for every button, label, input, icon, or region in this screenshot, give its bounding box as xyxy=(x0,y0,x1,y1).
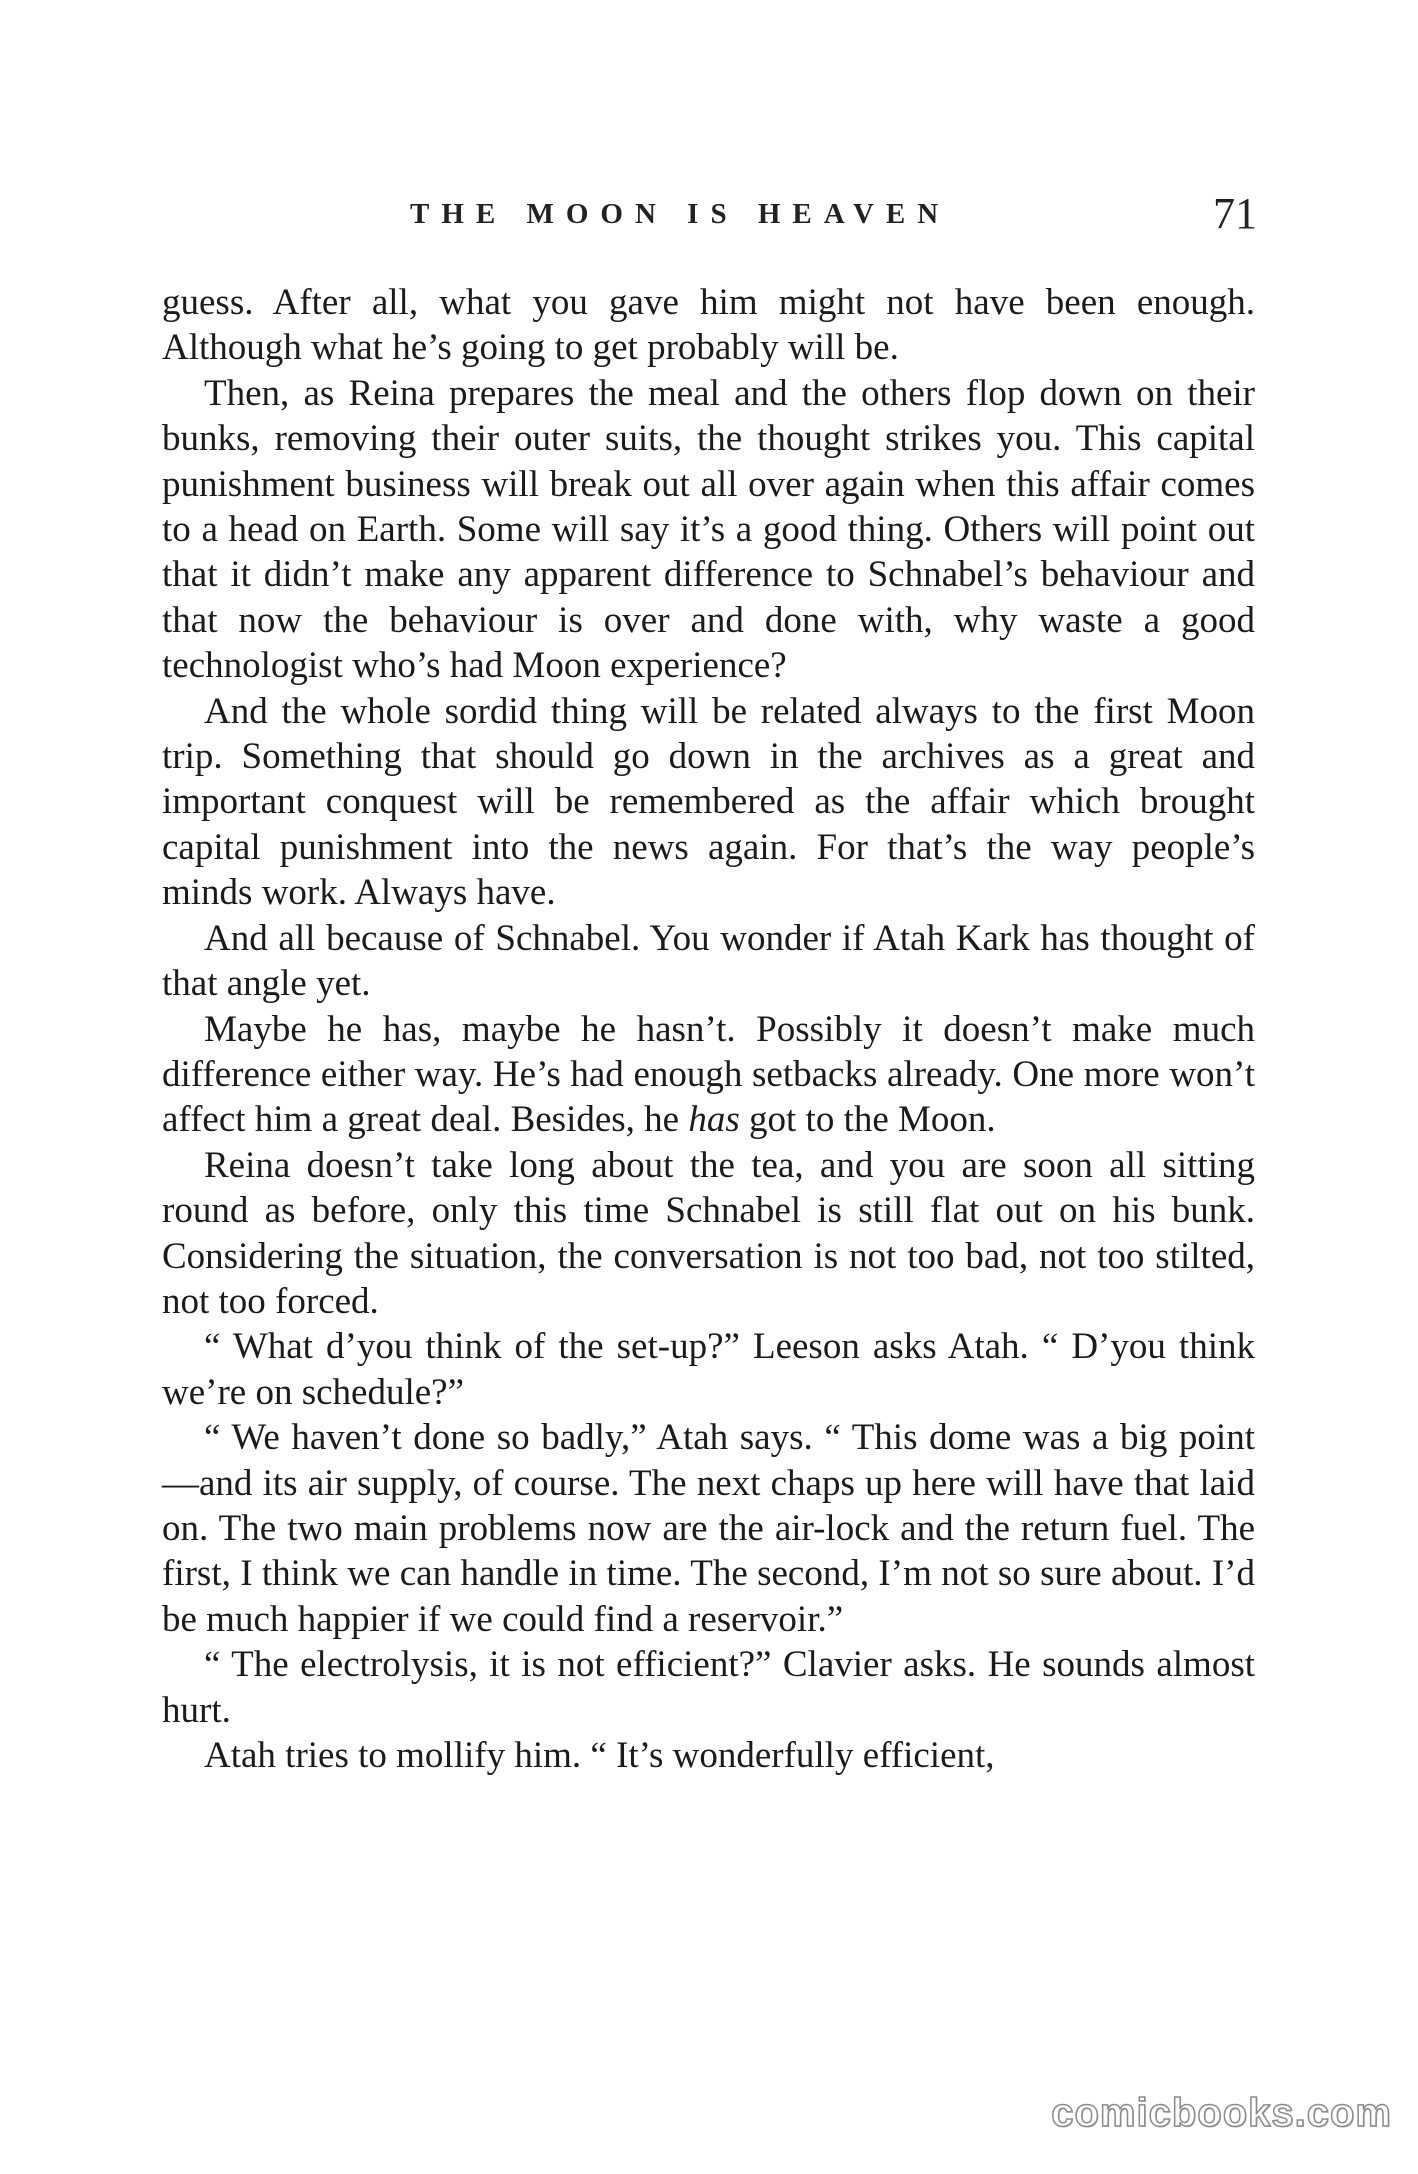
paragraph: And all because of Schnabel. You wonder if Atah Kark has thought of that angle yet. xyxy=(162,917,1255,1005)
paragraph: Reina doesn’t take long about the tea, and you are soon all sitting round as before, only this time Schnabel is still flat out on his bunk. Considering the situation, the conversation is not too bad, not too stilted, not too forced. xyxy=(162,1144,1255,1322)
paragraph-text: Maybe he has, maybe he hasn’t. Possibly it doesn’t make much difference either way. He’s had enough setbacks already. One more won’t affect him a great deal. Besides, he xyxy=(162,1008,1255,1141)
running-head: THE MOON IS HEAVEN xyxy=(410,198,951,230)
paragraph: And the whole sordid thing will be related always to the first Moon trip. Something that should go down in the archives as a great and important conquest will be remembered as the affair which brought capital punishment into the news again. For that’s the way people’s minds work. Always have. xyxy=(162,690,1255,914)
paragraph: “ What d’you think of the set-up?” Leeson asks Atah. “ D’you think we’re on schedule?” xyxy=(162,1326,1255,1413)
emphasis-text: has xyxy=(688,1099,740,1141)
paragraph-text: got to the Moon. xyxy=(739,1099,996,1141)
paragraph: Then, as Reina prepares the meal and the others flop down on their bunks, removing their outer suits, the thought strikes you. This capital punishment business will break out all over again when this affair comes to a head on Earth. Some will say it’s a good thing. Others will point out that it didn’t make any apparent difference to Schnabel’s behaviour and that now the behaviour is over and done with, why waste a good technologist who’s had Moon experience? xyxy=(162,372,1255,687)
paragraph: “ We haven’t done so badly,” Atah says. “ This dome was a big point—and its air supply, of course. The next chaps up here will have that laid on. The two main problems now are the air-lock and the return fuel. The first, I think we can handle in time. The second, I’m not so sure about. I’d be much happier if we could find a reservoir.” xyxy=(162,1417,1255,1640)
paragraph: “ The electrolysis, it is not efficient?” Clavier asks. He sounds almost hurt. xyxy=(162,1644,1255,1731)
body-text xyxy=(162,280,1255,1778)
paragraph: Atah tries to mollify him. “ It’s wonderfully efficient, xyxy=(204,1735,995,1776)
page-number: 71 xyxy=(1213,189,1257,238)
paragraph: guess. After all, what you gave him might not have been enough. Although what he’s going to get probably will be. xyxy=(162,282,1255,369)
watermark-logo: comicbooks.com xyxy=(1051,2091,1392,2135)
paragraph xyxy=(162,1007,1255,1143)
